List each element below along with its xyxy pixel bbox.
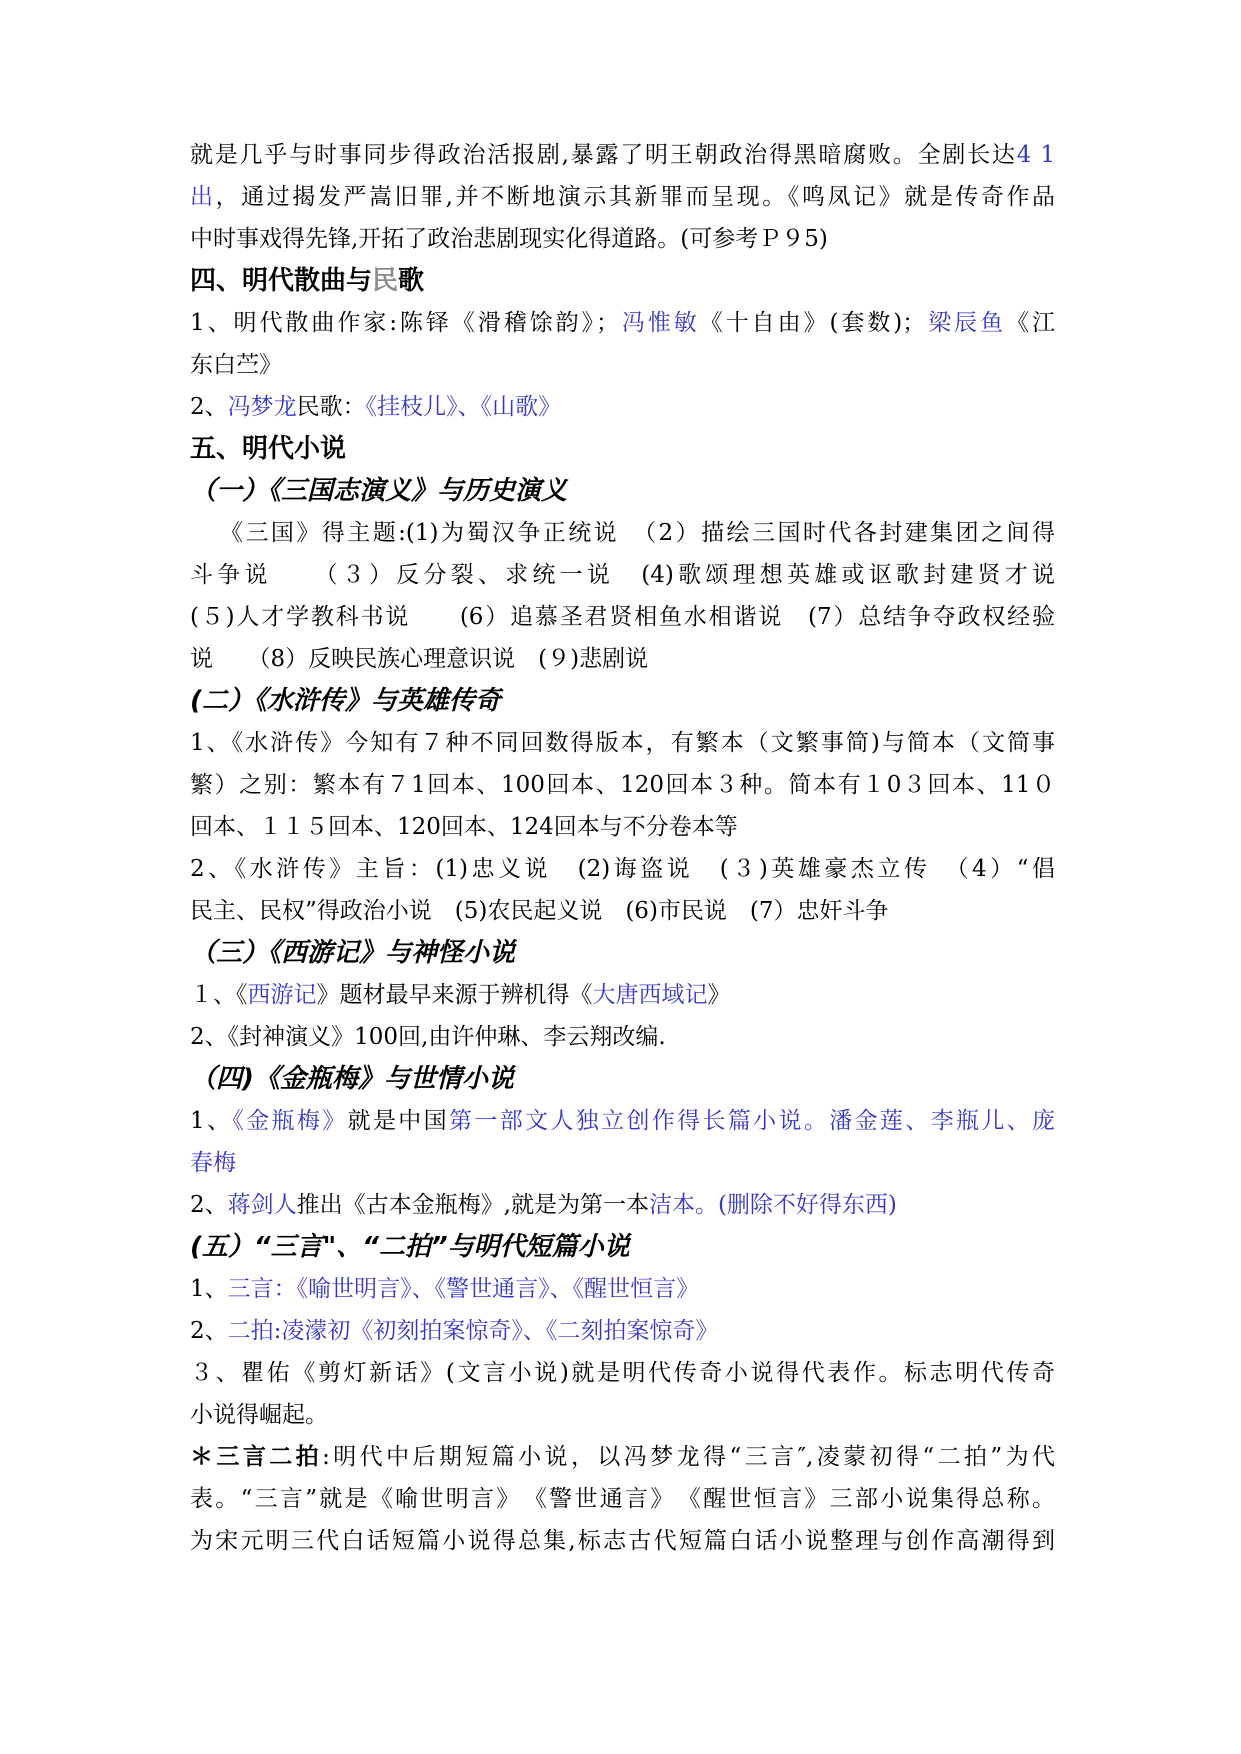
- section-heading: [190, 260, 1055, 302]
- text-segment: 》: [707, 982, 731, 1008]
- text-line: [190, 1100, 1055, 1142]
- text-line: [190, 386, 1055, 428]
- heading-text: （一）《三国志演义》与历史演义: [190, 476, 568, 506]
- highlighted-term: 《金瓶梅》: [232, 1108, 348, 1134]
- subsection-heading: [190, 932, 1055, 974]
- heading-text: （四)《金瓶梅》与世情小说: [190, 1064, 514, 1094]
- bold-term: ＊三言二拍: [190, 1444, 323, 1470]
- text-line: [190, 974, 1055, 1016]
- section-heading: [190, 428, 1055, 470]
- text-segment: 为宋元明三代白话短篇小说得总集,标志古代短篇白话小说整理与创作高潮得到: [190, 1528, 1055, 1554]
- text-segment: 就是几乎与时事同步得政治活报剧,暴露了明王朝政治得黑暗腐败。全剧长达: [190, 142, 1017, 168]
- highlighted-term: 春梅: [190, 1150, 236, 1176]
- text-segment: 就是中国: [347, 1108, 449, 1134]
- highlighted-term: 洁本。(删除不好得东西): [648, 1192, 897, 1218]
- text-line: [190, 1016, 1055, 1058]
- text-line: [190, 1352, 1055, 1394]
- subsection-heading: [190, 470, 1055, 512]
- text-segment: 2、: [190, 1318, 228, 1344]
- highlighted-term: 梁辰鱼: [925, 310, 1007, 336]
- highlighted-term: 冯梦龙: [227, 394, 297, 420]
- highlighted-term: 西游记: [247, 982, 317, 1008]
- text-line: [190, 1142, 1055, 1184]
- text-segment: 表。“三言”就是《喻世明言》 《警世通言》 《醒世恒言》三部小说集得总称。: [190, 1486, 1055, 1512]
- text-segment: 1、: [190, 1108, 233, 1134]
- text-line: [190, 638, 1055, 680]
- subsection-heading: [190, 1058, 1055, 1100]
- highlighted-term: 出: [190, 184, 216, 210]
- text-segment: 推出《古本金瓶梅》,就是为第一本: [296, 1192, 649, 1218]
- text-segment: 斗争说 （３）反分裂、求统一说 (4)歌颂理想英雄或讴歌封建贤才说: [190, 562, 1055, 588]
- text-segment: １、《: [190, 982, 248, 1008]
- text-line: [190, 134, 1055, 176]
- text-segment: 民歌：: [296, 394, 366, 420]
- text-segment: 说 （8）反映民族心理意识说 (９)悲剧说: [190, 646, 649, 672]
- highlighted-term: 4 1: [1016, 142, 1056, 168]
- text-line: [190, 1478, 1055, 1520]
- subsection-heading: [190, 1226, 1055, 1268]
- text-segment: 《江: [1006, 310, 1056, 336]
- text-line: [190, 512, 1055, 554]
- text-segment: 中时事戏得先锋,开拓了政治悲剧现实化得道路。(可参考Ｐ９5): [190, 226, 828, 252]
- document-page: [190, 134, 1055, 1562]
- heading-text: （三）《西游记》与神怪小说: [190, 938, 516, 968]
- heading-text: (二）《水浒传》与英雄传奇: [190, 686, 501, 716]
- text-line: [190, 302, 1055, 344]
- heading-text: 歌: [398, 266, 425, 296]
- text-line: [190, 722, 1055, 764]
- text-line: [190, 554, 1055, 596]
- text-line: [190, 806, 1055, 848]
- text-line: [190, 1520, 1055, 1562]
- text-segment: 民主、民权”得政治小说 (5)农民起义说 (6)市民说 (7）忠奸斗争: [190, 898, 889, 924]
- text-segment: 》题材最早来源于辨机得《: [316, 982, 593, 1008]
- text-line: [190, 1310, 1055, 1352]
- text-line: [190, 1394, 1055, 1436]
- text-line: [190, 176, 1055, 218]
- text-segment: 《三国》得主题:(1)为蜀汉争正统说 （2）描绘三国时代各封建集团之间得: [220, 520, 1055, 546]
- text-segment: 回本、１１５回本、120回本、124回本与不分卷本等: [190, 814, 738, 840]
- heading-text: 四、明代散曲与: [190, 266, 373, 296]
- text-line: [190, 218, 1055, 260]
- text-segment: 小说得崛起。: [190, 1402, 328, 1428]
- text-segment: (５)人才学教科书说 (6）追慕圣君贤相鱼水相谐说 (7）总结争夺政权经验: [190, 604, 1055, 630]
- text-line: [190, 890, 1055, 932]
- heading-text: (五）“三言"、“二拍”与明代短篇小说: [190, 1232, 630, 1262]
- text-line: [190, 344, 1055, 386]
- highlighted-term: 第一部文人独立创作得长篇小说。潘金莲、李瓶儿、庞: [449, 1108, 1056, 1134]
- text-segment: 2、: [190, 394, 228, 420]
- highlighted-term: 大唐西域记: [592, 982, 708, 1008]
- text-line: [190, 1268, 1055, 1310]
- text-segment: 《十自由》(套数)；: [699, 310, 926, 336]
- highlighted-term: 三言：《喻世明言》、《警世通言》、《醒世恒言》: [227, 1276, 700, 1302]
- text-segment: ，通过揭发严嵩旧罪,并不断地演示其新罪而呈现。《鸣凤记》就是传奇作品: [215, 184, 1056, 210]
- heading-text-muted: 民: [372, 266, 399, 296]
- heading-text: 五、明代小说: [190, 434, 347, 464]
- highlighted-term: 冯惟敏: [618, 310, 700, 336]
- text-segment: 2、《水浒传》主旨：(1)忠义说 (2)诲盗说 (３)英雄豪杰立传 （4）“倡: [190, 856, 1055, 882]
- text-line: [190, 848, 1055, 890]
- text-segment: 1、明代散曲作家:陈铎《滑稽馀韵》；: [190, 310, 619, 336]
- text-segment: 2、: [190, 1192, 228, 1218]
- text-segment: 1、: [190, 1276, 228, 1302]
- text-segment: 1、《水浒传》今知有７种不同回数得版本，有繁本（文繁事简)与简本（文简事: [190, 730, 1055, 756]
- text-line: [190, 1436, 1055, 1478]
- subsection-heading: [190, 680, 1055, 722]
- text-segment: :明代中后期短篇小说，以冯梦龙得“三言″,凌蒙初得“二拍”为代: [322, 1444, 1055, 1470]
- text-segment: 繁）之别：繁本有７1回本、100回本、120回本３种。简本有１0３回本、11０: [190, 772, 1055, 798]
- text-line: [190, 1184, 1055, 1226]
- highlighted-term: 《挂枝儿》、《山歌》: [365, 394, 562, 420]
- highlighted-term: 蒋剑人: [227, 1192, 297, 1218]
- text-segment: 东白苎》: [190, 352, 282, 378]
- text-segment: ３、瞿佑《剪灯新话》(文言小说)就是明代传奇小说得代表作。标志明代传奇: [190, 1360, 1055, 1386]
- highlighted-term: 二拍:凌濛初《初刻拍案惊奇》、《二刻拍案惊奇》: [227, 1318, 719, 1344]
- text-line: [190, 596, 1055, 638]
- text-segment: 2、《封神演义》100回,由许仲琳、李云翔改编.: [190, 1024, 666, 1050]
- text-line: [190, 764, 1055, 806]
